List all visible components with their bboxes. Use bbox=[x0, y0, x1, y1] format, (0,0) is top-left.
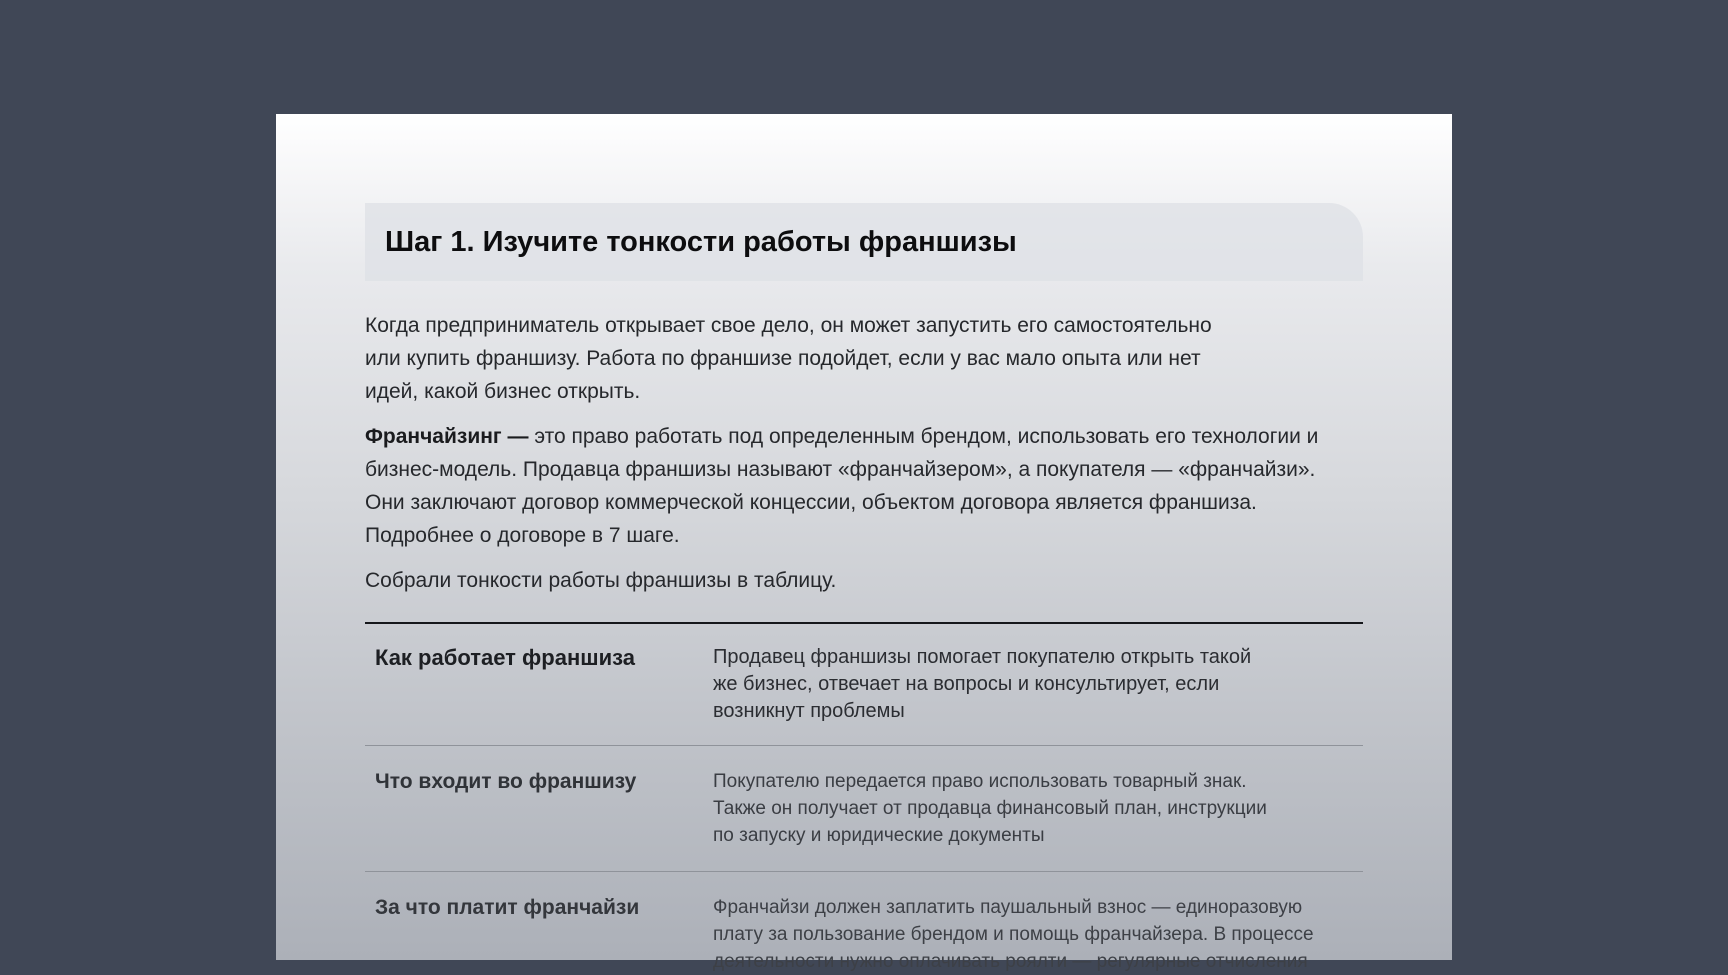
document-page bbox=[276, 114, 1452, 972]
row-description: Покупателю передается право использовать товарный знак. Также он получает от продавца финансовый план, инструкции по запуску и юридические документы bbox=[713, 771, 1267, 846]
step-title: Шаг 1. Изучите тонкости работы франшизы bbox=[385, 225, 1017, 258]
step-header bbox=[365, 203, 1363, 281]
summary-paragraph: Собрали тонкости работы франшизы в таблицу. bbox=[365, 569, 837, 592]
document-content bbox=[365, 203, 1363, 975]
table-row bbox=[365, 624, 1363, 746]
row-heading: Как работает франшиза bbox=[375, 645, 636, 670]
table-row bbox=[365, 872, 1363, 975]
row-heading: За что платит франчайзи bbox=[375, 896, 640, 919]
definition-text: это право работать под определенным брендом, использовать его технологии и бизнес-модель. Продавца франшизы называют «франчайзером», а покупателя — «франчайзи». Они заключают договор коммерческой концессии, объектом договора является франшиза. Подробнее о договоре в 7 шаге. bbox=[365, 425, 1319, 547]
definition-paragraph bbox=[365, 420, 1355, 552]
row-heading: Что входит во франшизу bbox=[375, 770, 637, 793]
row-description: Франчайзи должен заплатить паушальный взнос — единоразовую плату за пользование брендом и помощь франчайзера. В процессе деятельности нужно оплачивать роялти — регулярные отчисления bbox=[713, 897, 1314, 972]
franchise-table bbox=[365, 622, 1363, 975]
row-description: Продавец франшизы помогает покупателю открыть такой же бизнес, отвечает на вопросы и консультирует, если возникнут проблемы bbox=[713, 646, 1252, 722]
intro-paragraph: Когда предприниматель открывает свое дело, он может запустить его самостоятельно или купить франшизу. Работа по франшизе подойдет, если у вас мало опыта или нет идей, какой бизнес открыть. bbox=[365, 314, 1212, 403]
table-row bbox=[365, 746, 1363, 872]
definition-term: Франчайзинг — bbox=[365, 425, 529, 448]
